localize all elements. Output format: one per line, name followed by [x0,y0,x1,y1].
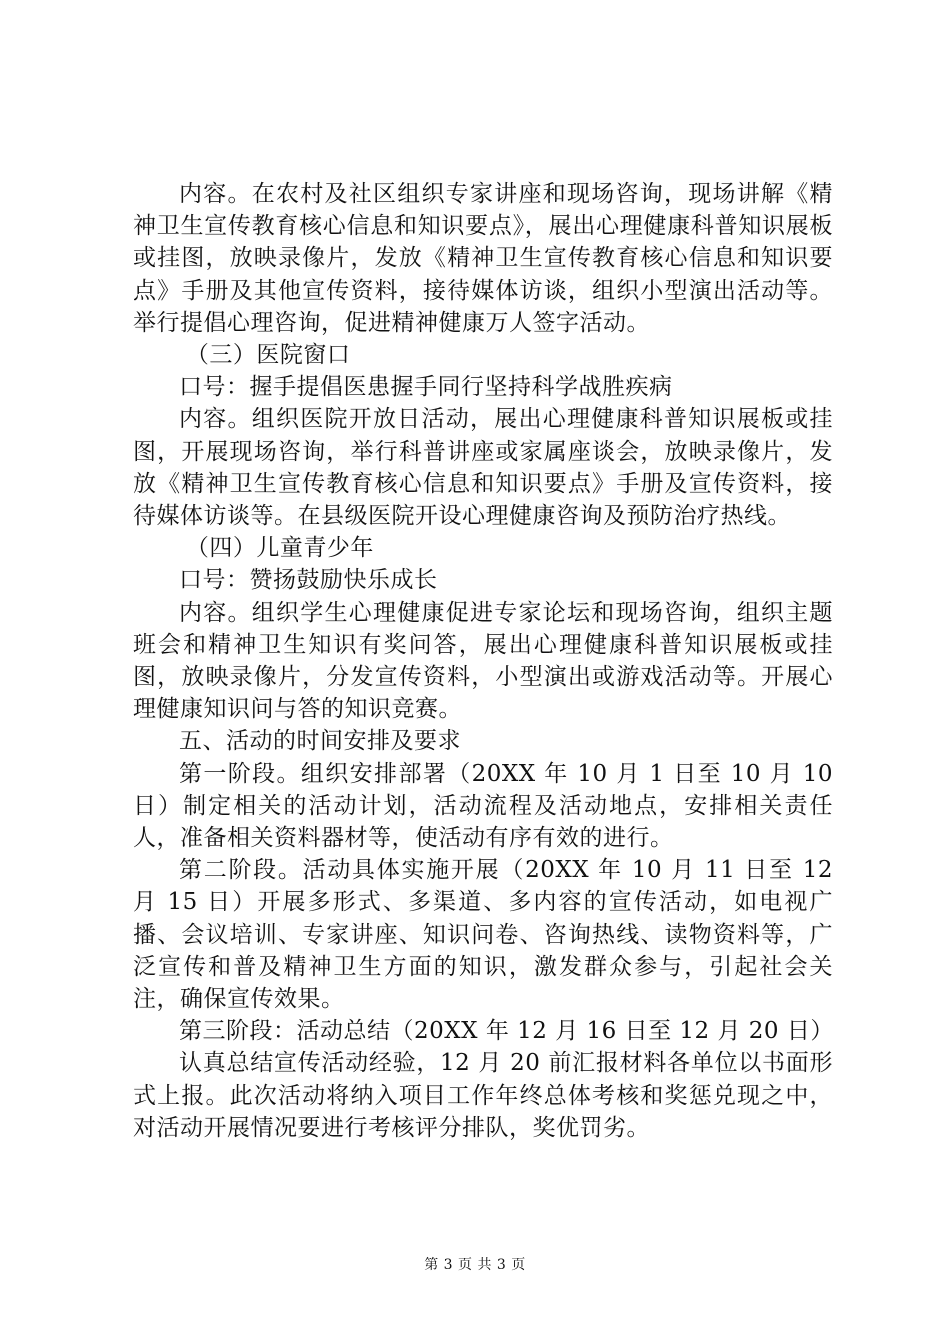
paragraph-stage-one: 第一阶段。组织安排部署（20XX 年 10 月 1 日至 10 月 10 日）制定相关的活动计划，活动流程及活动地点，安排相关责任人，准备相关资料器材等，使活动有序有效的进行。 [133,760,833,852]
paragraph-summary: 认真总结宣传活动经验，12 月 20 前汇报材料各单位以书面形式上报。此次活动将纳入项目工作年终总体考核和奖惩兑现之中，对活动开展情况要进行考核评分排队，奖优罚劣。 [133,1050,833,1141]
heading-hospital-window: （三）医院窗口 [185,342,351,369]
section-heading-schedule: 五、活动的时间安排及要求 [179,728,461,755]
slogan-hospital: 口号：握手提倡医患握手同行坚持科学战胜疾病 [179,374,673,401]
slogan-youth: 口号：赞扬鼓励快乐成长 [179,567,438,594]
paragraph-hospital-content: 内容。组织医院开放日活动，展出心理健康科普知识展板或挂图，开展现场咨询，举行科普讲座或家属座谈会，放映录像片，发放《精神卫生宣传教育核心信息和知识要点》手册及宣传资料，接待媒体访谈等。在县级医院开设心理健康咨询及预防治疗热线。 [133,406,833,530]
heading-youth: （四）儿童青少年 [185,535,374,562]
paragraph-community-content: 内容。在农村及社区组织专家讲座和现场咨询，现场讲解《精神卫生宣传教育核心信息和知识要点》，展出心理健康科普知识展板或挂图，放映录像片，发放《精神卫生宣传教育核心信息和知识要点》手册及其他宣传资料，接待媒体访谈，组织小型演出活动等。举行提倡心理咨询，促进精神健康万人签字活动。 [133,181,833,336]
page-footer: 第 3 页 共 3 页 [424,1257,526,1273]
paragraph-stage-two: 第二阶段。活动具体实施开展（20XX 年 10 月 11 日至 12 月 15 日）开展多形式、多渠道、多内容的宣传活动，如电视广播、会议培训、专家讲座、知识问卷、咨询热线、读物资料等，广泛宣传和普及精神卫生方面的知识，激发群众参与，引起社会关注，确保宣传效果。 [133,857,833,1013]
paragraph-stage-three: 第三阶段：活动总结（20XX 年 12 月 16 日至 12 月 20 日） [179,1018,834,1045]
document-body [133,178,833,1144]
paragraph-youth-content: 内容。组织学生心理健康促进专家论坛和现场咨询，组织主题班会和精神卫生知识有奖问答，展出心理健康科普知识展板或挂图，放映录像片，分发宣传资料，小型演出或游戏活动等。开展心理健康知识问与答的知识竞赛。 [133,599,833,723]
